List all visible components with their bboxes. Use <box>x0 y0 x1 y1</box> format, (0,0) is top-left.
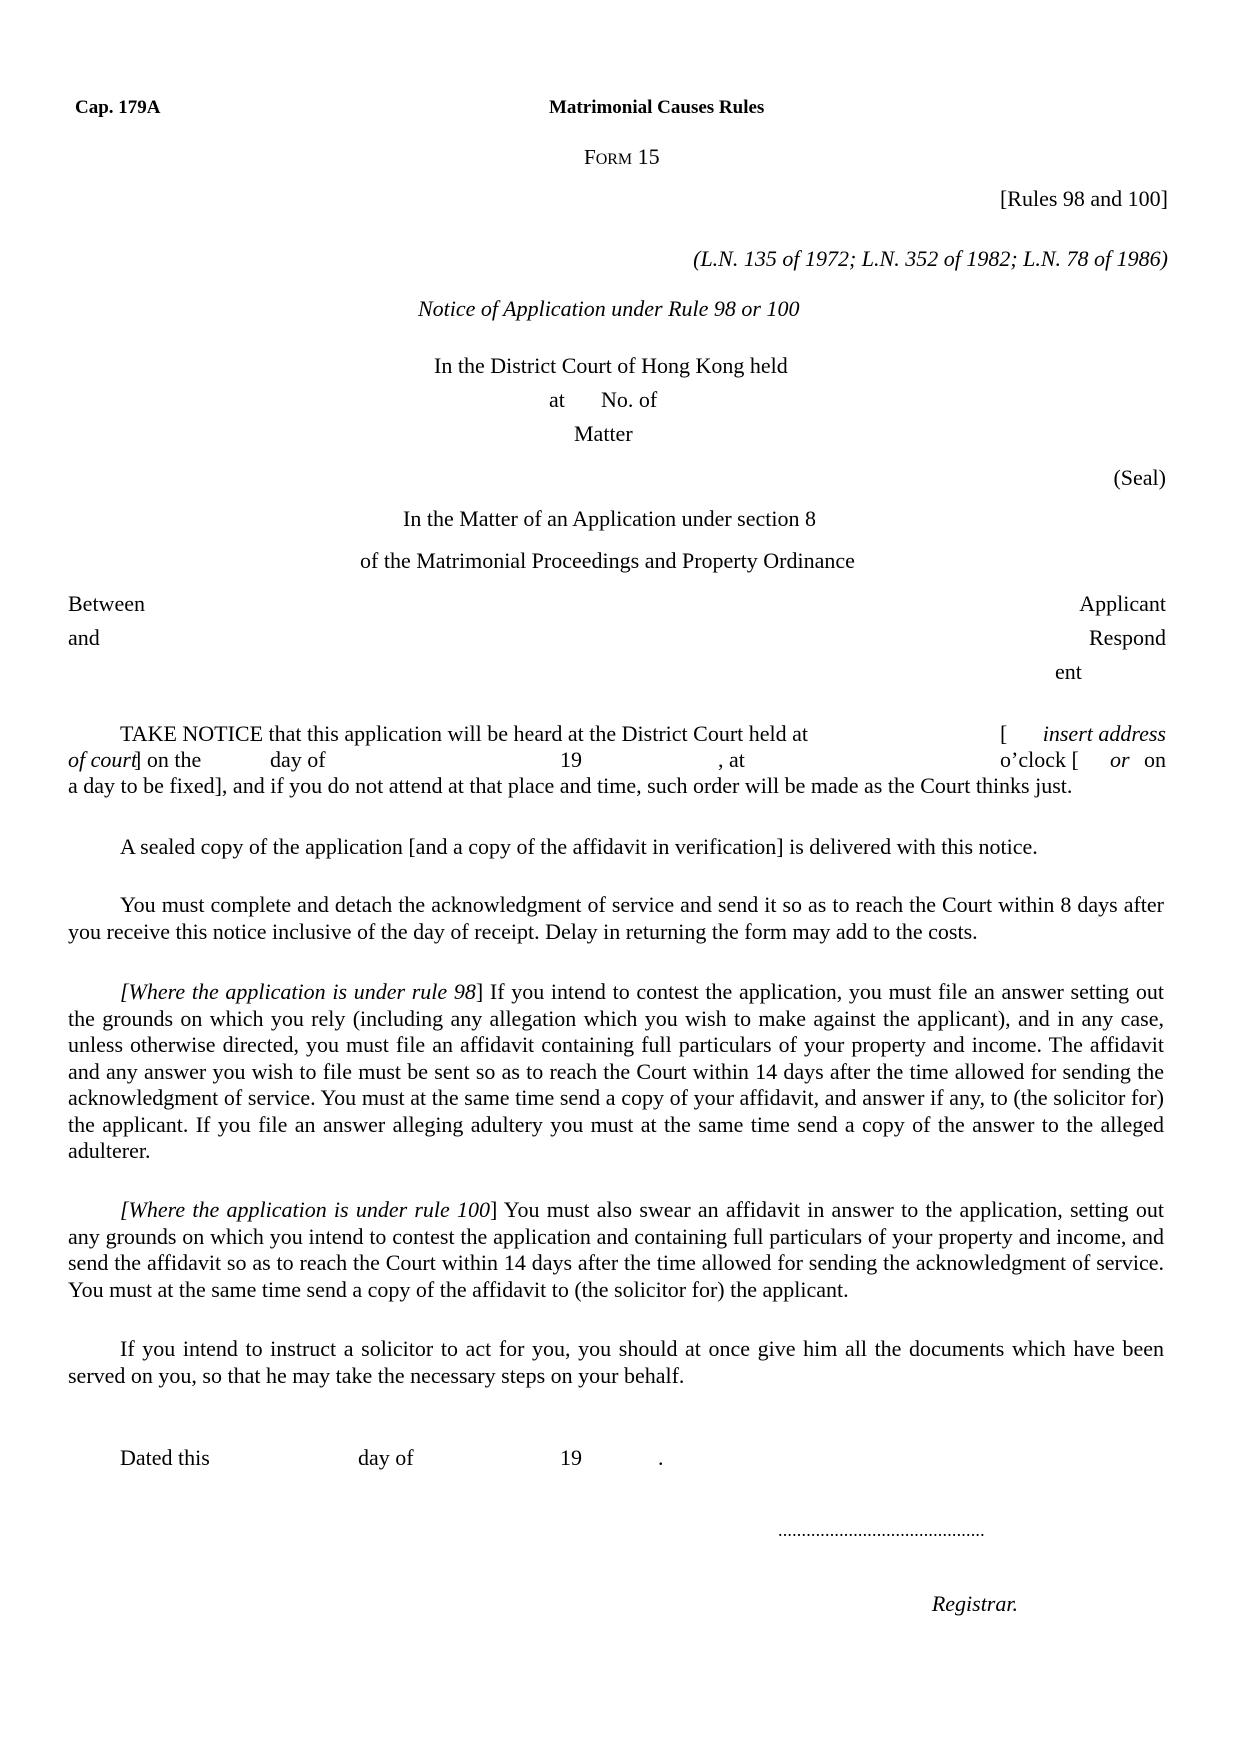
matter-line-2: of the Matrimonial Proceedings and Property Ordinance <box>360 548 855 573</box>
on-text: on <box>1144 747 1166 772</box>
oclock-text: o’clock [ <box>1000 747 1079 772</box>
applicant-label: Applicant <box>1079 591 1166 616</box>
seal-label: (Seal) <box>1113 465 1166 490</box>
rule-98-paragraph <box>68 979 1164 1165</box>
registrar-label: Registrar. <box>931 1591 1018 1616</box>
rule-100-heading: [Where the application is under rule 100 <box>120 1197 491 1222</box>
or-text: or <box>1110 747 1130 772</box>
case-number-label: No. of <box>601 387 658 412</box>
take-notice-line-3: a day to be fixed], and if you do not attend at that place and time, such order will be made as the Court thinks just. <box>68 773 1073 798</box>
court-at-label: at <box>549 387 565 412</box>
chapter-number: Cap. 179A <box>75 97 161 118</box>
notice-title: Notice of Application under Rule 98 or 100 <box>418 296 800 321</box>
take-notice-text: TAKE NOTICE that this application will be heard at the District Court held at <box>120 721 809 746</box>
form-label <box>584 146 660 168</box>
signature-line: ............................................ <box>778 1520 985 1540</box>
respondent-label-continued: ent <box>1055 659 1082 684</box>
sealed-copy-paragraph <box>68 834 1164 861</box>
dated-year-prefix: 19 <box>560 1445 582 1470</box>
rule-98-text: ] If you intend to contest the application, you must file an answer setting out the grounds on which you rely (including any allegation which you wish to make against the applicant), and in any case, unless otherwise directed, you must file an affidavit containing full particulars of your property and income. The affidavit and any answer you wish to file must be sent so as to reach the Court within 14 days after the time allowed for sending the acknowledgment of service. You must at the same time send a copy of your affidavit, and answer if any, to (the solicitor for) the applicant. If you file an answer alleging adultery you must at the same time send a copy of the answer to the alleged adulterer. <box>68 979 1164 1163</box>
at-text: , at <box>718 747 745 772</box>
respondent-label: Respond <box>1089 625 1166 650</box>
form-label-initial: F <box>584 145 596 169</box>
acknowledgment-text: You must complete and detach the acknowledgment of service and send it so as to reach the Court within 8 days after you receive this notice inclusive of the day of receipt. Delay in returning the form may add to the costs. <box>68 892 1164 944</box>
court-line: In the District Court of Hong Kong held <box>434 353 788 378</box>
rule-100-text: ] You must also swear an affidavit in answer to the application, setting out any grounds on which you intend to contest the application and containing full particulars of your property and income, and send the affidavit so as to reach the Court within 14 days after the time allowed for sending the acknowledgment of service. You must at the same time send a copy of the affidavit to (the solicitor for) the applicant. <box>68 1197 1164 1302</box>
acknowledgment-paragraph <box>68 892 1164 945</box>
dated-this-label: Dated this <box>120 1445 210 1470</box>
bracket-open: [ <box>1000 721 1008 746</box>
on-the-text: ] on the <box>134 747 202 772</box>
insert-address-note: insert address <box>1042 721 1166 746</box>
form-number: 15 <box>637 144 660 169</box>
dated-day-of-label: day of <box>358 1445 414 1470</box>
rules-reference: [Rules 98 and 100] <box>999 186 1168 211</box>
legal-notices: (L.N. 135 of 1972; L.N. 352 of 1982; L.N. 78 of 1986) <box>693 246 1168 271</box>
matter-label: Matter <box>574 421 633 446</box>
between-label: Between <box>68 591 145 616</box>
matter-line-1: In the Matter of an Application under section 8 <box>403 506 816 531</box>
sealed-copy-text: A sealed copy of the application [and a copy of the affidavit in verification] is delivered with this notice. <box>120 834 1038 859</box>
of-court-note: of court <box>68 747 138 772</box>
day-of-text: day of <box>270 747 326 772</box>
rule-98-heading: [Where the application is under rule 98 <box>120 979 476 1004</box>
rule-100-paragraph <box>68 1197 1164 1303</box>
document-title: Matrimonial Causes Rules <box>549 97 765 118</box>
and-label: and <box>68 625 100 650</box>
year-prefix: 19 <box>560 747 582 772</box>
dated-period: . <box>658 1445 664 1470</box>
solicitor-text: If you intend to instruct a solicitor to act for you, you should at once give him all the documents which have been served on you, so that he may take the necessary steps on your behalf. <box>68 1336 1164 1388</box>
solicitor-paragraph <box>68 1336 1164 1389</box>
form-label-rest: ORM <box>595 151 633 168</box>
